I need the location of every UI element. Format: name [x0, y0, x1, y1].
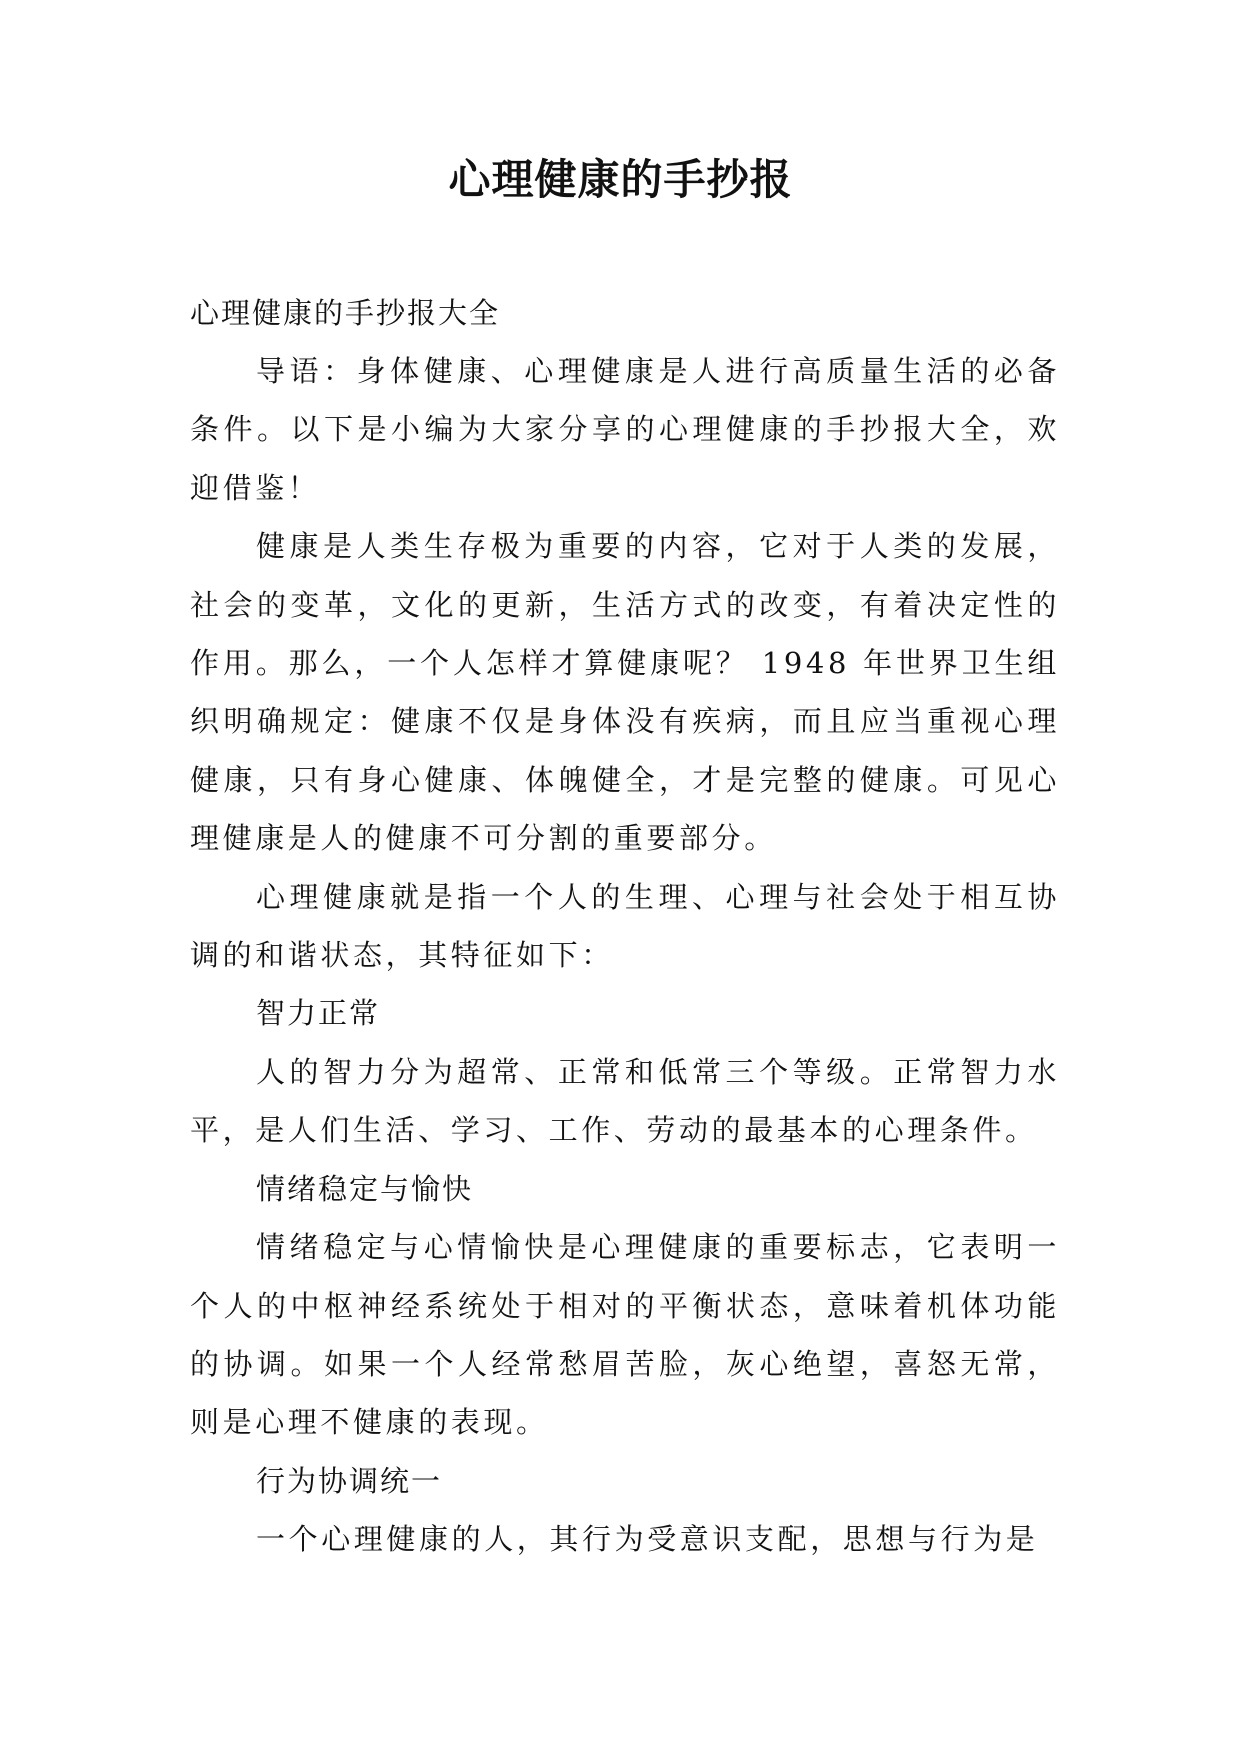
section-heading-emotion: 情绪稳定与愉快 — [256, 1171, 474, 1206]
emotion-paragraph: 情绪稳定与心情愉快是心理健康的重要标志，它表明一个人的中枢神经系统处于相对的平衡状态，意味着机体功能的协调。如果一个人经常愁眉苦脸，灰心绝望，喜怒无常，则是心理不健康的表现。 — [190, 1230, 1060, 1440]
section-heading-intelligence: 智力正常 — [256, 996, 381, 1031]
health-definition-paragraph: 健康是人类生存极为重要的内容，它对于人类的发展，社会的变革，文化的更新，生活方式的改变，有着决定性的作用。那么，一个人怎样才算健康呢？ 1948 年世界卫生组织明确规定：健康不仅是身体没有疾病，而且应当重视心理健康，只有身心健康、体魄健全，才是完整的健康。可见心理健康是人的健康不可分割的重要部分。 — [190, 529, 1060, 856]
document-subtitle: 心理健康的手抄报大全 — [190, 296, 501, 330]
page-title: 心理健康的手抄报 — [448, 155, 793, 204]
intelligence-paragraph: 人的智力分为超常、正常和低常三个等级。正常智力水平，是人们生活、学习、工作、劳动的最基本的心理条件。 — [190, 1054, 1060, 1148]
mental-health-definition-paragraph: 心理健康就是指一个人的生理、心理与社会处于相互协调的和谐状态，其特征如下： — [190, 879, 1060, 973]
behavior-paragraph: 一个心理健康的人，其行为受意识支配，思想与行为是 — [256, 1522, 1039, 1557]
document-body — [190, 284, 1060, 1569]
section-heading-behavior: 行为协调统一 — [256, 1463, 443, 1498]
intro-paragraph: 导语：身体健康、心理健康是人进行高质量生活的必备条件。以下是小编为大家分享的心理健康的手抄报大全，欢迎借鉴！ — [190, 354, 1060, 505]
